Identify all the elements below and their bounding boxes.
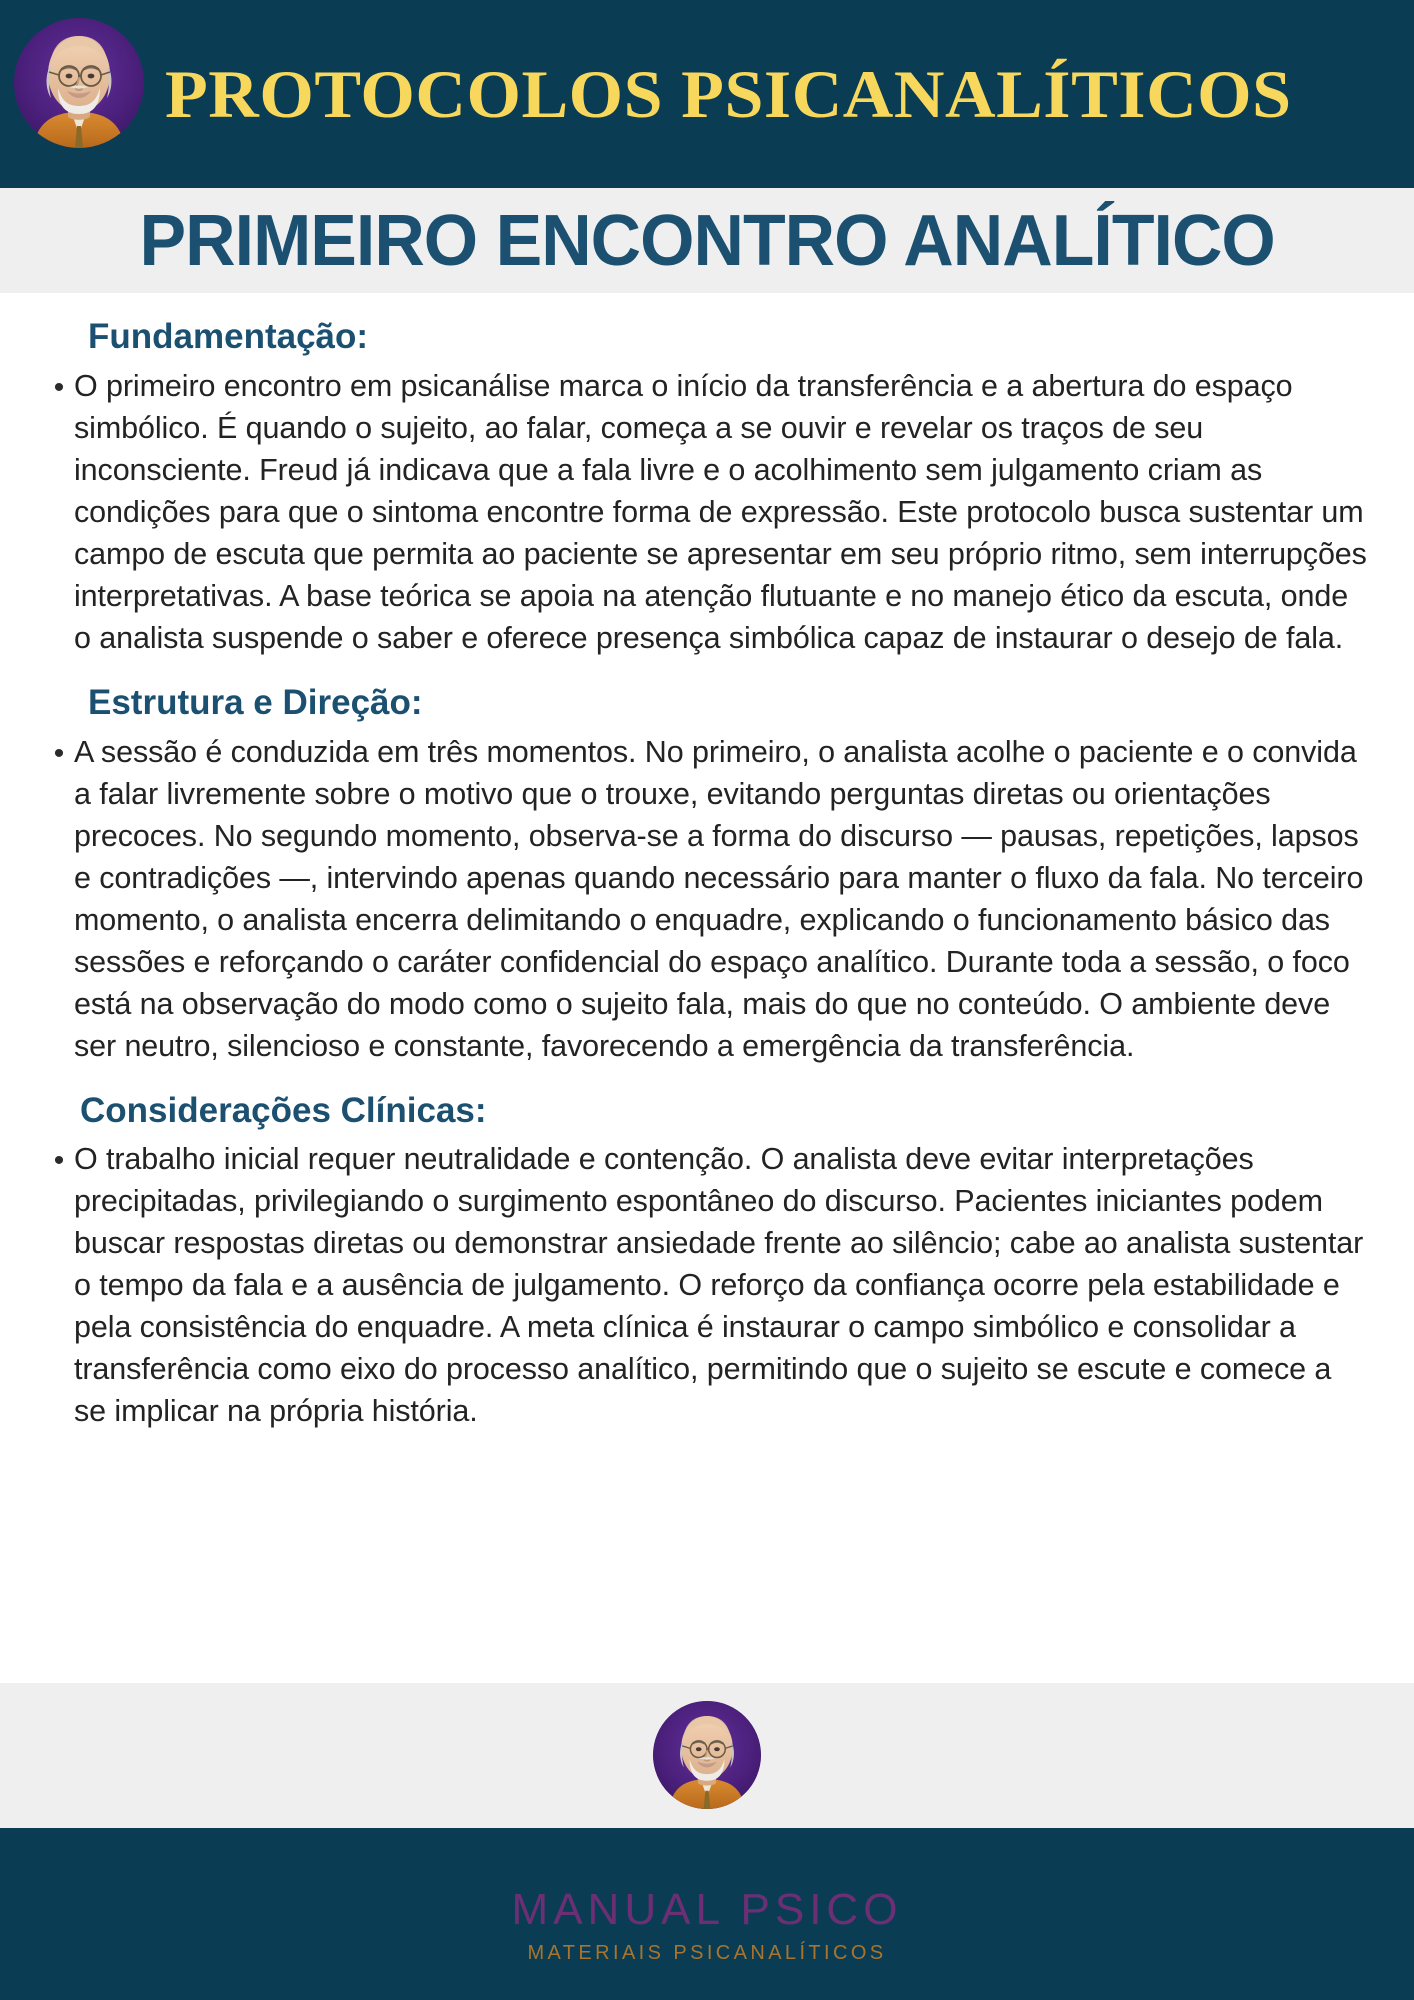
section-fundamentacao <box>44 315 1370 659</box>
section-body: A sessão é conduzida em três momentos. No primeiro, o analista acolhe o paciente e o convida a falar livremente sobre o motivo que o trouxe, evitando perguntas diretas ou orientações precoces. No segundo momento, observa-se a forma do discurso — pausas, repetições, lapsos e contradições —, intervindo apenas quando necessário para manter o fluxo da fala. No terceiro momento, o analista encerra delimitando o enquadre, explicando o funcionamento básico das sessões e reforçando o caráter confidencial do espaço analítico. Durante toda a sessão, o foco está na observação do modo como o sujeito fala, mais do que no conteúdo. O ambiente deve ser neutro, silencioso e constante, favorecendo a emergência da transferência. <box>74 734 1364 1063</box>
section-heading: Estrutura e Direção: <box>88 682 423 722</box>
footer-tagline: MATERIAIS PSICANALÍTICOS <box>527 1941 887 1964</box>
section-heading: Considerações Clínicas: <box>80 1090 487 1130</box>
footer-logo: MANUAL PSICO <box>511 1885 903 1935</box>
freud-portrait-icon <box>653 1701 761 1809</box>
bullet-icon: • <box>53 736 65 770</box>
list-item <box>44 1138 1370 1432</box>
document-title-band <box>0 188 1414 293</box>
bullet-icon: • <box>53 370 65 404</box>
section-estrutura-e-direcao <box>44 681 1370 1067</box>
protocol-content <box>0 293 1414 1683</box>
brand-header <box>0 0 1414 188</box>
footer-band <box>0 1683 1414 1828</box>
section-body: O primeiro encontro em psicanálise marca o início da transferência e a abertura do espaço simbólico. É quando o sujeito, ao falar, começa a se ouvir e revelar os traços de seu inconsciente. Freud já indicava que a fala livre e o acolhimento sem julgamento criam as condições para que o sintoma encontre forma de expressão. Este protocolo busca sustentar um campo de escuta que permita ao paciente se apresentar em seu próprio ritmo, sem interrupções interpretativas. A base teórica se apoia na atenção flutuante e no manejo ético da escuta, onde o analista suspende o saber e oferece presença simbólica capaz de instaurar o desejo de fala. <box>74 368 1367 655</box>
brand-title: PROTOCOLOS PSICANALÍTICOS <box>165 56 1292 132</box>
list-item <box>44 365 1370 659</box>
section-consideracoes-clinicas <box>44 1089 1370 1433</box>
page-title: PRIMEIRO ENCONTRO ANALÍTICO <box>139 200 1275 281</box>
freud-portrait-icon <box>14 18 144 148</box>
section-heading: Fundamentação: <box>88 317 369 356</box>
section-body: O trabalho inicial requer neutralidade e contenção. O analista deve evitar interpretações precipitadas, privilegiando o surgimento espontâneo do discurso. Pacientes iniciantes podem buscar respostas diretas ou demonstrar ansiedade frente ao silêncio; cabe ao analista sustentar o tempo da fala e a ausência de julgamento. O reforço da confiança ocorre pela estabilidade e pela consistência do enquadre. A meta clínica é instaurar o campo simbólico e consolidar a transferência como eixo do processo analítico, permitindo que o sujeito se escute e comece a se implicar na própria história. <box>74 1142 1364 1429</box>
footer-brand-bar <box>0 1828 1414 2000</box>
list-item <box>44 731 1370 1067</box>
bullet-icon: • <box>53 1144 65 1178</box>
